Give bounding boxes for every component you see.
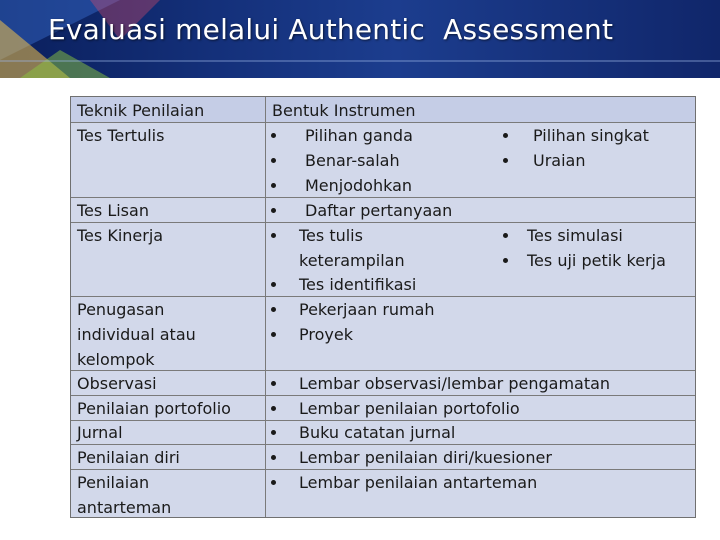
bullet-icon — [271, 233, 276, 238]
bullet-icon — [271, 158, 276, 163]
instrumen-item: Uraian — [533, 151, 586, 170]
teknik-tes-tertulis: Tes Tertulis — [77, 126, 165, 145]
instrumen-item: Lembar penilaian portofolio — [299, 399, 520, 418]
header-teknik-penilaian: Teknik Penilaian — [77, 101, 205, 120]
column-divider — [265, 97, 266, 517]
bullet-icon — [271, 282, 276, 287]
instrumen-item: Buku catatan jurnal — [299, 423, 456, 442]
teknik-penugasan-line: individual atau — [77, 325, 196, 344]
bullet-icon — [271, 430, 276, 435]
instrumen-item: Pilihan singkat — [533, 126, 649, 145]
bullet-icon — [271, 480, 276, 485]
teknik-observasi: Observasi — [77, 374, 157, 393]
instrumen-item: Pekerjaan rumah — [299, 300, 435, 319]
instrumen-item: Tes identifikasi — [299, 275, 417, 294]
instrumen-item: Benar-salah — [305, 151, 400, 170]
teknik-penugasan-line: kelompok — [77, 350, 155, 369]
assessment-table — [70, 96, 696, 518]
instrumen-item: Daftar pertanyaan — [305, 201, 453, 220]
instrumen-item: Proyek — [299, 325, 353, 344]
bullet-icon — [503, 158, 508, 163]
instrumen-item: Lembar penilaian diri/kuesioner — [299, 448, 552, 467]
teknik-penilaian-diri: Penilaian diri — [77, 448, 180, 467]
instrumen-item: Lembar penilaian antarteman — [299, 473, 538, 492]
instrumen-item: Tes uji petik kerja — [527, 251, 666, 270]
page-title: Evaluasi melalui Authentic Assessment — [48, 13, 614, 46]
teknik-penilaian-portofolio: Penilaian portofolio — [77, 399, 231, 418]
bullet-icon — [271, 183, 276, 188]
bullet-icon — [503, 233, 508, 238]
bullet-icon — [271, 455, 276, 460]
title-banner — [0, 0, 720, 78]
bullet-icon — [271, 332, 276, 337]
bullet-icon — [271, 307, 276, 312]
instrumen-item: Tes simulasi — [527, 226, 623, 245]
teknik-tes-kinerja: Tes Kinerja — [77, 226, 164, 245]
bullet-icon — [271, 406, 276, 411]
bullet-icon — [503, 133, 508, 138]
bullet-icon — [503, 258, 508, 263]
teknik-tes-lisan: Tes Lisan — [77, 201, 149, 220]
header-bentuk-instrumen: Bentuk Instrumen — [272, 101, 416, 120]
bullet-icon — [271, 133, 276, 138]
bullet-icon — [271, 208, 276, 213]
teknik-penilaian-antarteman: Penilaian — [77, 473, 150, 492]
instrumen-item: Pilihan ganda — [305, 126, 413, 145]
instrumen-item-continued: keterampilan — [299, 251, 405, 270]
teknik-penilaian-antarteman-line: antarteman — [77, 498, 172, 517]
bullet-icon — [271, 381, 276, 386]
instrumen-item: Menjodohkan — [305, 176, 413, 195]
teknik-jurnal: Jurnal — [77, 423, 123, 442]
teknik-penugasan: Penugasan — [77, 300, 165, 319]
instrumen-item: Lembar observasi/lembar pengamatan — [299, 374, 611, 393]
instrumen-item: Tes tulis — [299, 226, 363, 245]
